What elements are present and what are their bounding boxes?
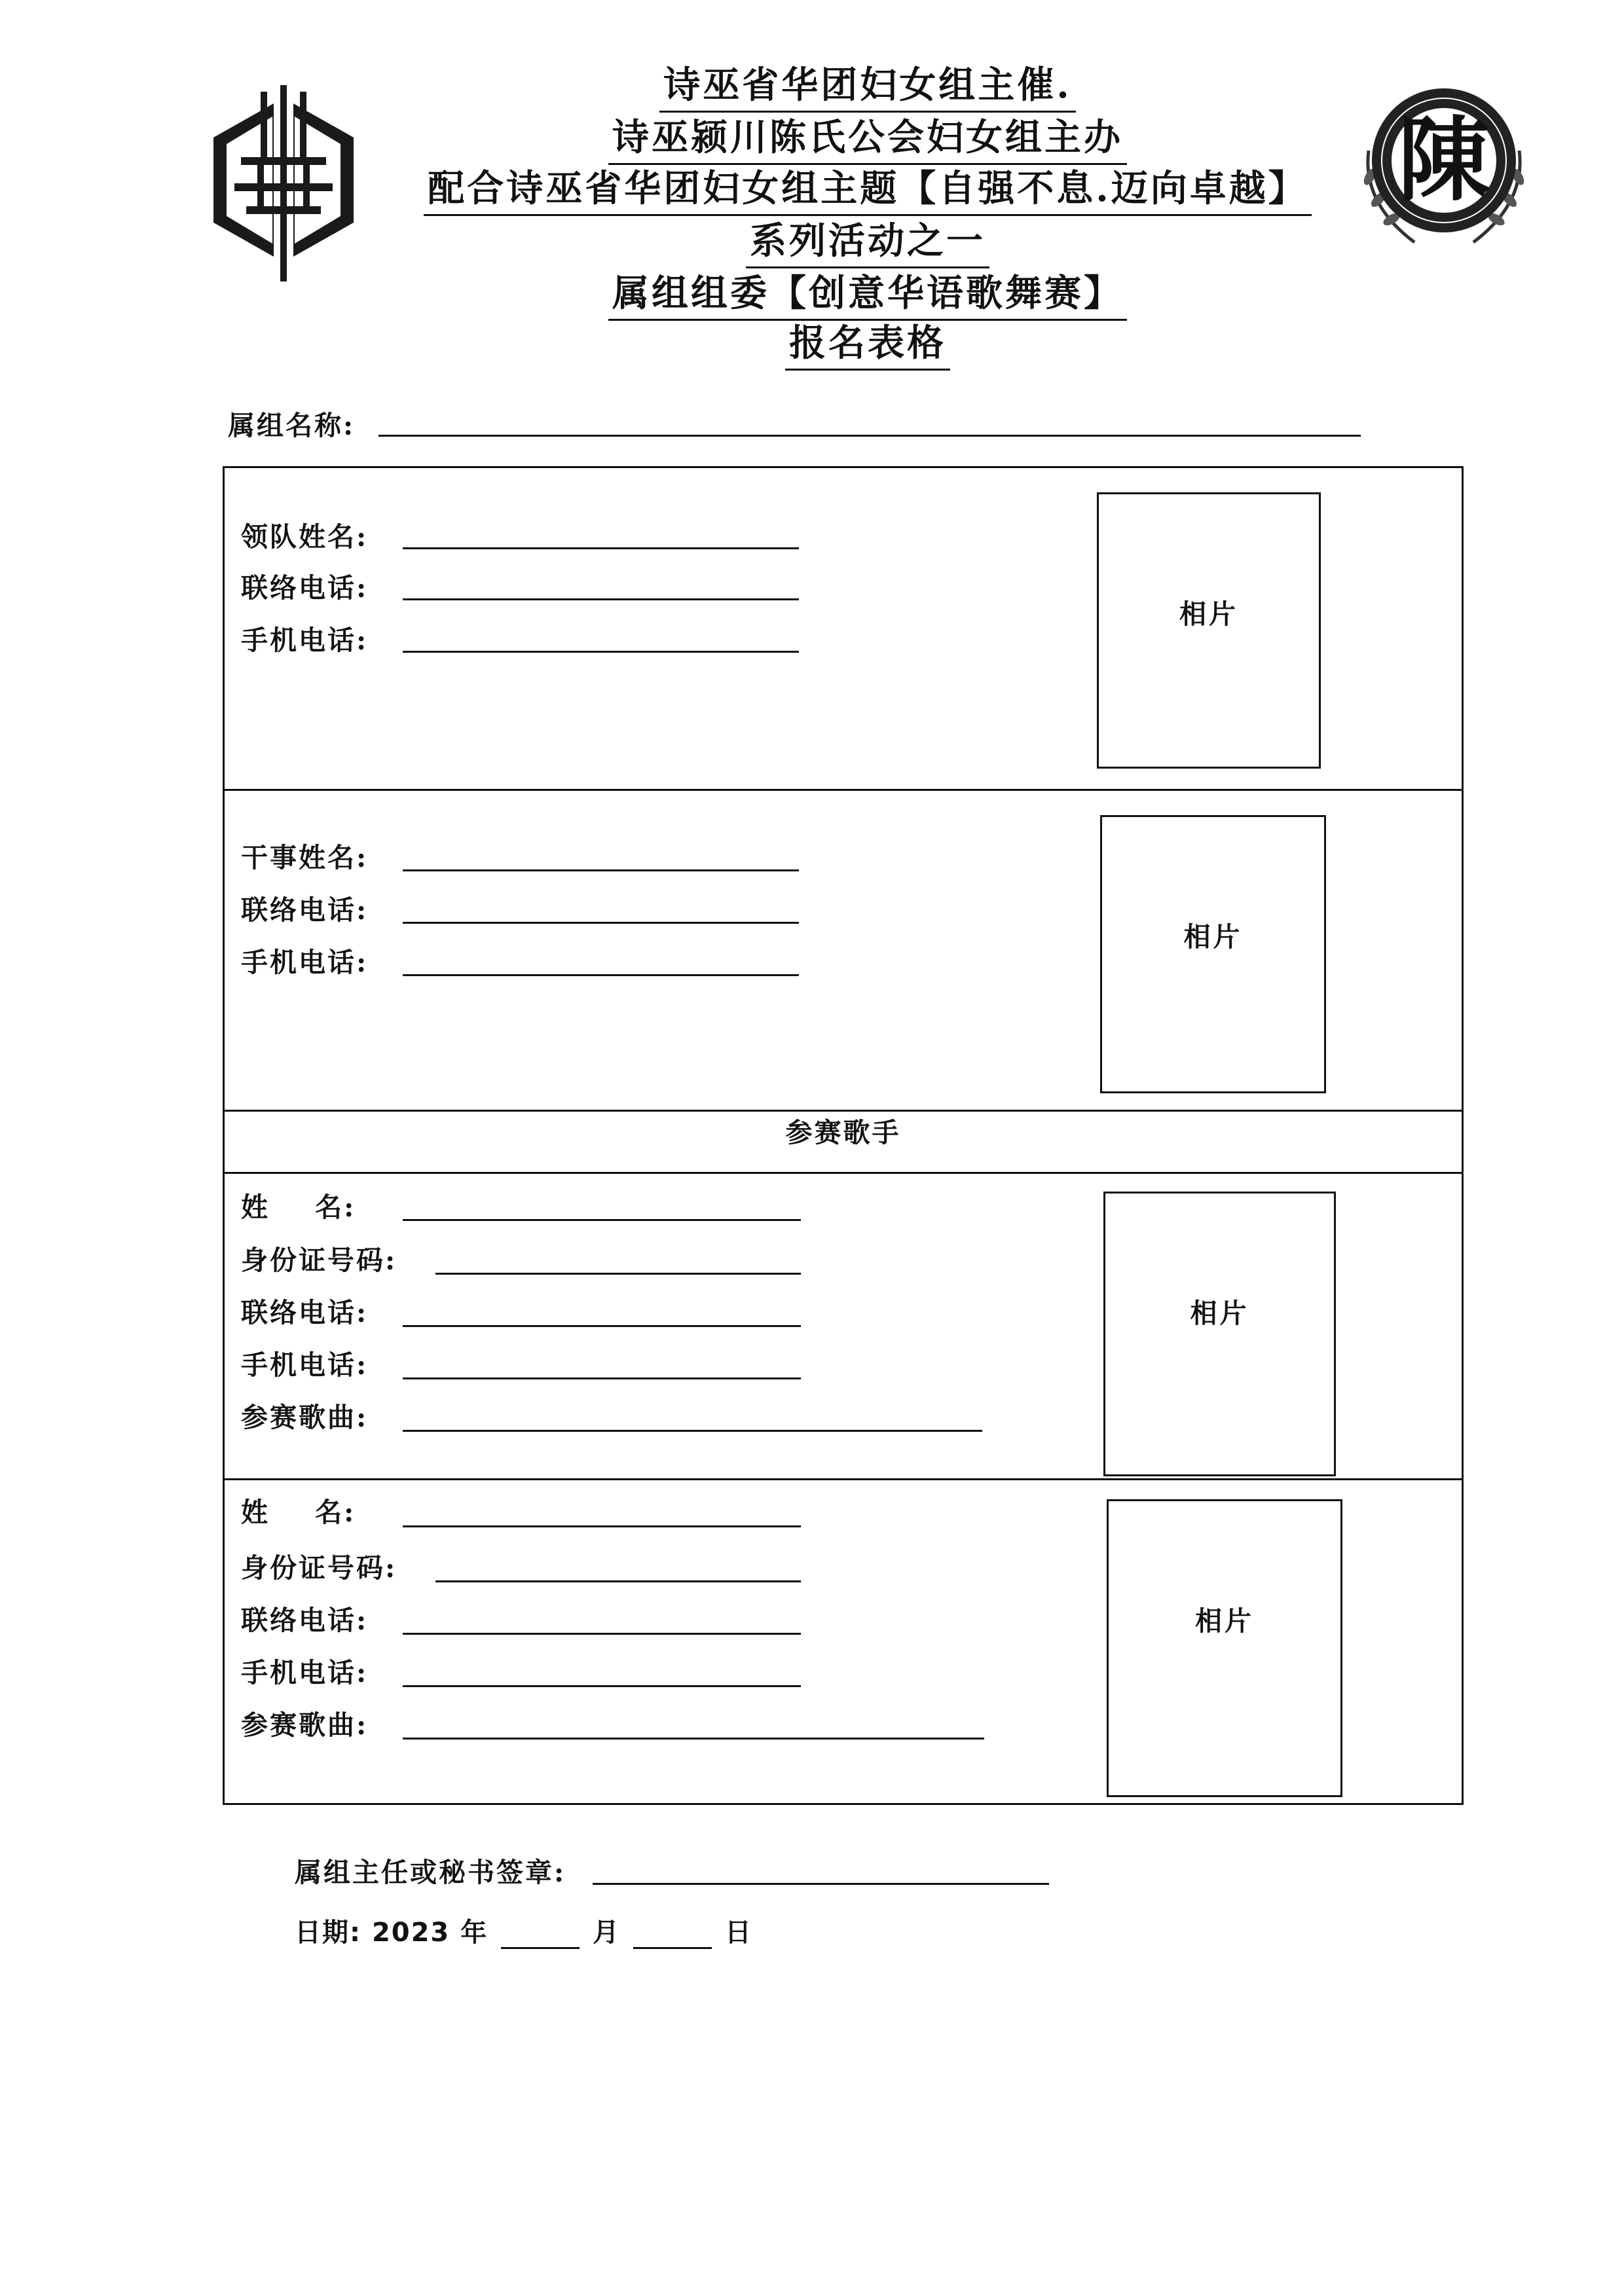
singer1-id-label: 身份证号码: [241,1245,397,1276]
singer2-phone-field[interactable] [403,1633,801,1635]
singer1-photo-label: 相片 [1190,1298,1249,1329]
singer2-name-label: 姓 名: [241,1497,356,1528]
singer2-song-field[interactable] [403,1738,984,1740]
date-row [295,1912,752,1949]
singer2-mobile-field[interactable] [403,1685,801,1687]
seal-character: 陳 [1397,107,1490,214]
chen-clan-seal-icon [1342,79,1545,268]
officer-name-field[interactable] [403,869,799,871]
singer2-photo-box[interactable] [1107,1499,1342,1797]
singer1-name-label: 姓 名: [241,1192,356,1223]
leader-name-field[interactable] [403,547,799,549]
singer1-id-field[interactable] [435,1273,801,1275]
leader-name-label: 领队姓名: [241,521,369,553]
officer-photo-box[interactable] [1100,815,1326,1093]
singer1-photo-box[interactable] [1103,1192,1336,1476]
singer1-mobile-field[interactable] [403,1377,801,1379]
leader-photo-label: 相片 [1179,598,1238,630]
singer1-song-field[interactable] [403,1430,982,1432]
officer-name-label: 干事姓名: [241,842,369,873]
date-day-field[interactable] [633,1923,712,1949]
officer-phone-label: 联络电话: [241,894,369,926]
leader-mobile-label: 手机电话: [241,625,369,656]
date-year: 2023 年 [371,1918,489,1948]
group-name-field[interactable] [378,435,1361,437]
leader-phone-label: 联络电话: [241,572,369,604]
signature-label: 属组主任或秘书签章: [295,1857,566,1888]
header-line-1: 诗巫省华团妇女组主催. [393,67,1342,103]
singer2-id-field[interactable] [435,1580,801,1582]
singer1-name-field[interactable] [403,1219,801,1221]
signature-field[interactable] [593,1883,1049,1885]
singer2-song-label: 参赛歌曲: [241,1709,369,1741]
singer1-phone-label: 联络电话: [241,1297,369,1328]
header-line-3: 配合诗巫省华团妇女组主题【自强不息.迈向卓越】 [393,170,1342,207]
header-line-4: 系列活动之一 [393,223,1342,259]
officer-photo-label: 相片 [1183,921,1243,953]
leader-photo-box[interactable] [1097,492,1321,769]
group-name-label: 属组名称: [228,410,356,441]
divider-singer1-singer2 [223,1478,1462,1480]
huatuan-emblem-icon [195,85,372,282]
header-line-2: 诗巫颍川陈氏公会妇女组主办 [393,119,1342,156]
form-title: 报名表格 [393,325,1342,361]
singer1-phone-field[interactable] [403,1325,801,1327]
date-label: 日期: [295,1918,361,1948]
officer-mobile-field[interactable] [403,974,799,976]
divider-officer-singers [223,1110,1462,1112]
divider-singers-header [223,1172,1462,1174]
officer-mobile-label: 手机电话: [241,947,369,978]
singer1-song-label: 参赛歌曲: [241,1402,369,1433]
leader-mobile-field[interactable] [403,651,799,653]
singer2-phone-label: 联络电话: [241,1605,369,1636]
singer2-name-field[interactable] [403,1525,801,1527]
singer2-mobile-label: 手机电话: [241,1657,369,1688]
officer-phone-field[interactable] [403,922,799,924]
singers-header: 参赛歌手 [785,1117,901,1148]
header-line-5: 属组组委【创意华语歌舞赛】 [393,275,1342,312]
singer2-photo-label: 相片 [1195,1605,1254,1637]
singer1-mobile-label: 手机电话: [241,1349,369,1381]
singer2-id-label: 身份证号码: [241,1552,397,1584]
leader-phone-field[interactable] [403,598,799,600]
date-month-field[interactable] [501,1923,580,1949]
divider-leader-officer [223,789,1462,791]
date-month-label: 月 [593,1918,621,1948]
date-day-label: 日 [724,1918,752,1948]
